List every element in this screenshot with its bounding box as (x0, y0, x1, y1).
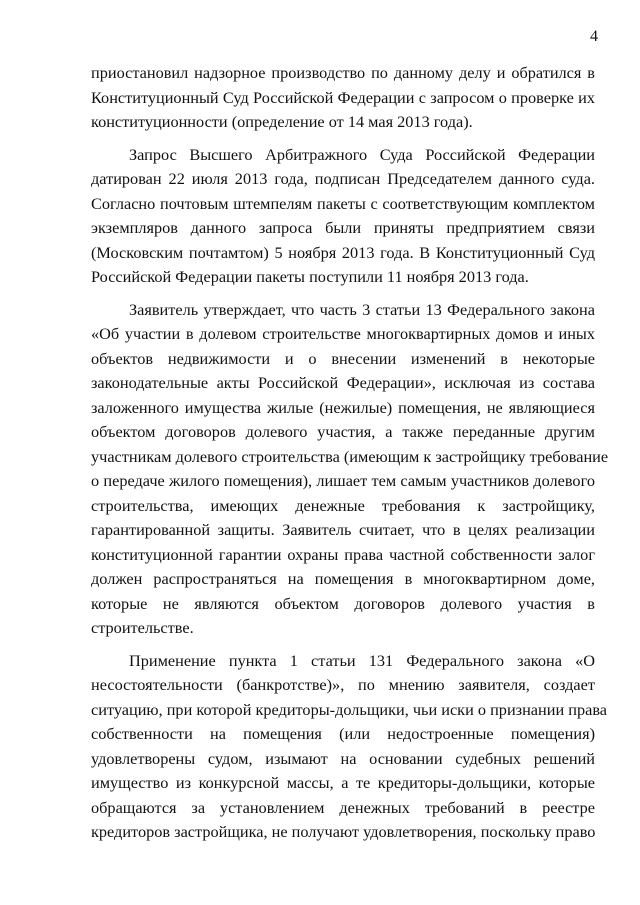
text-line: строительства, имеющих денежные требования к застройщику, (91, 495, 595, 515)
page-number: 4 (590, 28, 598, 45)
text-line: Заявитель утверждает, что часть 3 статьи 13 Федерального закона (129, 299, 595, 319)
text-line: строительстве. (91, 618, 194, 637)
text-line: должен распространяться на помещения в многоквартирном доме, (91, 569, 595, 588)
text-line: кредиторов застройщика, не получают удовлетворения, поскольку право (91, 822, 596, 841)
text-line: «Об участии в долевом строительстве многоквартирных домов и иных (91, 324, 595, 343)
document-body (91, 61, 609, 845)
text-line: обращаются за установлением денежных требований в реестре (91, 797, 595, 817)
text-line: (Московским почтамтом) 5 ноября 2013 года. В Конституционный Суд (91, 242, 595, 262)
text-line: о передаче жилого помещения), лишает тем самым участников долевого (91, 471, 595, 490)
text-line: Конституционный Суд Российской Федерации с запросом о проверке их (91, 87, 595, 107)
paragraph-4 (91, 649, 608, 845)
text-line: объектом договоров долевого участия, а также переданные другим (91, 422, 595, 441)
paragraph-gap (91, 135, 595, 143)
text-line: несостоятельности (банкротстве)», по мнению заявителя, создает (91, 675, 595, 694)
text-line: объектов недвижимости и о внесении изменений в некоторые (91, 348, 595, 368)
text-line: заложенного имущества жилые (нежилые) помещения, не являющиеся (91, 397, 595, 417)
text-line: ситуацию, при которой кредиторы-дольщики, чьи иски о признании права (91, 699, 608, 719)
text-line: датирован 22 июля 2013 года, подписан Председателем данного суда. (91, 169, 595, 188)
text-line: приостановил надзорное производство по данному делу и обратился в (91, 63, 595, 82)
text-line: конституционной гарантии охраны права частной собственности залог (91, 544, 595, 564)
text-line: законодательные акты Российской Федерации», исключая из состава (91, 373, 595, 392)
paragraph-gap (91, 641, 595, 649)
text-line: гарантированной защиты. Заявитель считает, что в целях реализации (91, 520, 595, 539)
text-line: имущество из конкурсной массы, а те кредиторы-дольщики, которые (91, 773, 595, 792)
text-line: экземпляров данного запроса были приняты предприятием связи (91, 218, 595, 237)
text-line: Запрос Высшего Арбитражного Суда Российской Федерации (129, 144, 595, 164)
text-line: собственности на помещения (или недостроенные помещения) (91, 724, 595, 743)
text-line: которые не являются объектом договоров долевого участия в (91, 593, 595, 613)
text-line: удовлетворены судом, изымают на основании судебных решений (91, 748, 595, 768)
paragraph-2 (91, 143, 595, 290)
text-line: Применение пункта 1 статьи 131 Федерального закона «О (129, 650, 595, 670)
paragraph-1 (91, 61, 595, 135)
text-line: участникам долевого строительства (имеющим к застройщику требование (91, 446, 609, 466)
paragraph-3 (91, 298, 609, 641)
paragraph-gap (91, 290, 595, 298)
text-line: конституционности (определение от 14 мая 2013 года). (91, 112, 473, 131)
text-line: Согласно почтовым штемпелям пакеты с соответствующим комплектом (91, 193, 595, 213)
text-line: Российской Федерации пакеты поступили 11 ноября 2013 года. (91, 267, 529, 286)
